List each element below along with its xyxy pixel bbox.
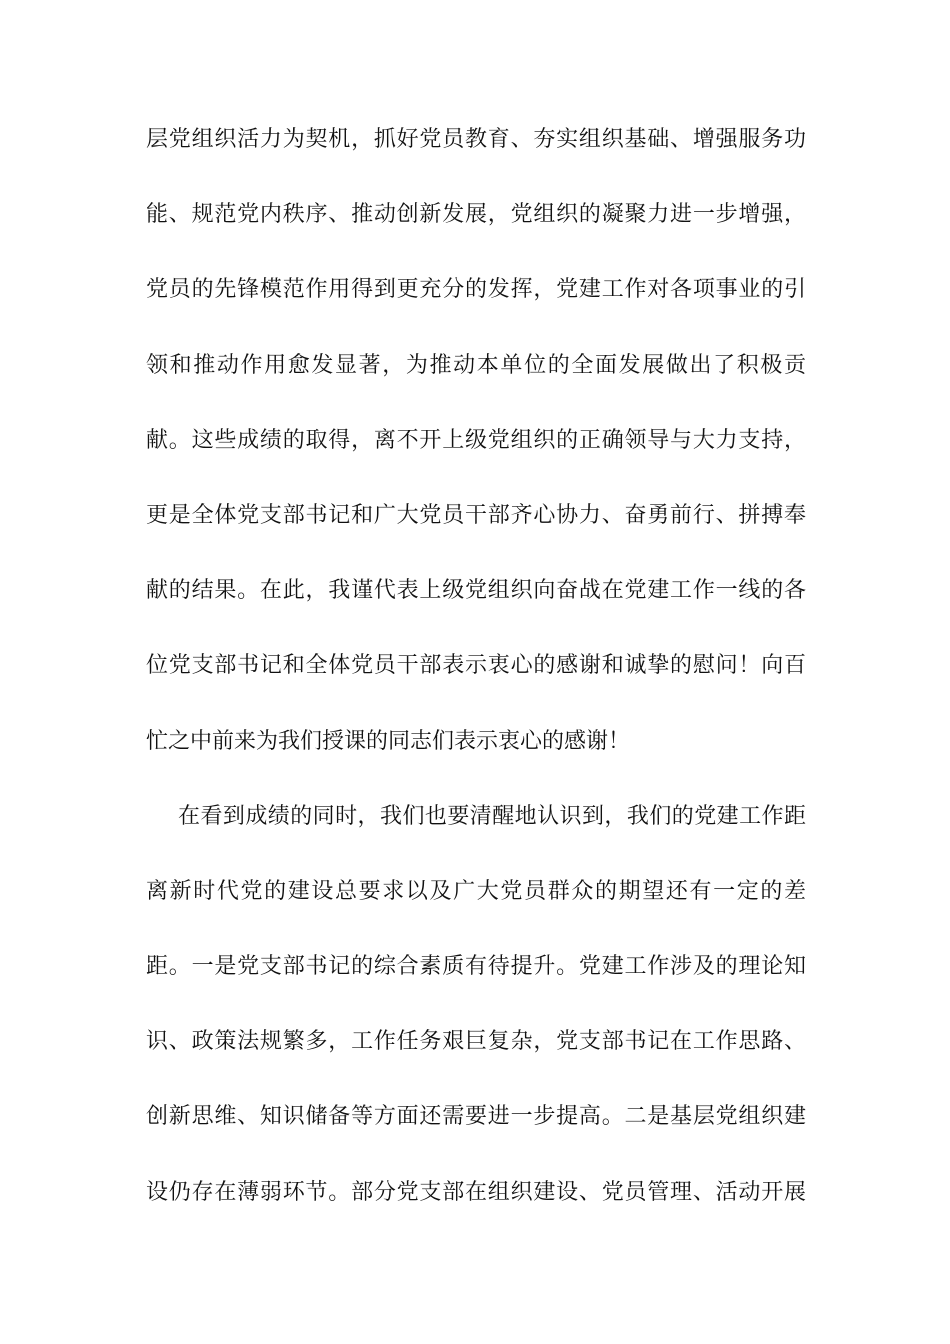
text-line: 层党组织活力为契机，抓好党员教育、夯实组织基础、增强服务功 — [146, 127, 806, 152]
text-line: 党员的先锋模范作用得到更充分的发挥，党建工作对各项事业的引 — [146, 277, 806, 303]
text-line: 忙之中前来为我们授课的同志们表示衷心的感谢！ — [146, 728, 631, 754]
text-line: 位党支部书记和全体党员干部表示衷心的感谢和诚挚的慰问！向百 — [146, 653, 806, 679]
paragraph-start-line: 在看到成绩的同时，我们也要清醒地认识到，我们的党建工作距 — [178, 803, 806, 829]
text-line: 领和推动作用愈发显著，为推动本单位的全面发展做出了积极贡 — [146, 352, 806, 378]
text-line: 设仍存在薄弱环节。部分党支部在组织建设、党员管理、活动开展 — [146, 1179, 806, 1205]
text-line: 更是全体党支部书记和广大党员干部齐心协力、奋勇前行、拼搏奉 — [146, 502, 806, 528]
text-line: 能、规范党内秩序、推动创新发展，党组织的凝聚力进一步增强， — [146, 202, 806, 228]
text-line: 离新时代党的建设总要求以及广大党员群众的期望还有一定的差 — [146, 878, 806, 904]
text-line: 识、政策法规繁多，工作任务艰巨复杂，党支部书记在工作思路、 — [146, 1029, 806, 1055]
text-line: 献。这些成绩的取得，离不开上级党组织的正确领导与大力支持， — [146, 427, 806, 453]
body-text — [146, 116, 806, 1244]
text-line: 献的结果。在此，我谨代表上级党组织向奋战在党建工作一线的各 — [146, 578, 806, 604]
text-line: 距。一是党支部书记的综合素质有待提升。党建工作涉及的理论知 — [146, 954, 806, 980]
text-line: 创新思维、知识储备等方面还需要进一步提高。二是基层党组织建 — [146, 1104, 806, 1130]
